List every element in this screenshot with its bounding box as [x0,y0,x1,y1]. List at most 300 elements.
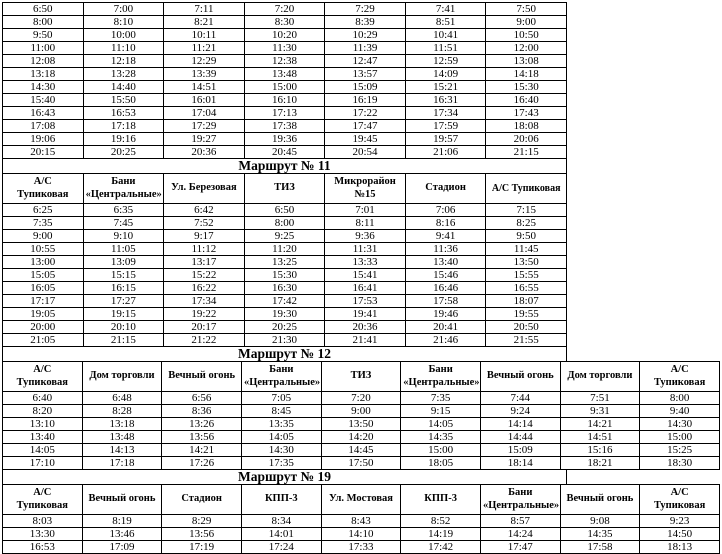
stop-header-cell: Бани «Центральные» [480,485,560,515]
time-cell: 9:08 [560,515,640,528]
time-cell: 17:42 [401,541,481,554]
time-cell: 19:16 [83,133,164,146]
timetable-row [3,444,720,457]
timetable-row [3,282,567,295]
time-cell: 21:15 [83,334,164,347]
time-cell: 13:28 [83,68,164,81]
time-cell: 15:16 [560,444,640,457]
time-cell: 17:22 [325,107,406,120]
time-cell: 9:15 [401,405,481,418]
stop-header-cell: Ул. Мостовая [321,485,401,515]
time-cell: 8:39 [325,16,406,29]
timetable-row [3,146,567,159]
time-cell: 9:50 [3,29,84,42]
time-cell: 15:55 [486,269,567,282]
time-cell: 17:26 [162,457,242,470]
time-cell: 7:05 [241,392,321,405]
time-cell: 13:50 [486,256,567,269]
timetable-row [3,204,567,217]
time-cell: 9:25 [244,230,325,243]
time-cell: 13:10 [3,418,83,431]
time-cell: 11:39 [325,42,406,55]
stop-header-cell: Бани «Центральные» [83,174,164,204]
timetable-row [3,295,567,308]
time-cell: 20:10 [83,321,164,334]
time-cell: 14:50 [640,528,720,541]
route-19-header [3,485,720,515]
time-cell: 13:40 [405,256,486,269]
time-cell: 21:06 [405,146,486,159]
time-cell: 14:40 [83,81,164,94]
timetable-row [3,528,720,541]
stops-header-row [3,485,720,515]
time-cell: 10:55 [3,243,84,256]
timetable-row [3,334,567,347]
stop-header-cell: КПП-3 [241,485,321,515]
time-cell: 10:50 [486,29,567,42]
time-cell: 14:35 [401,431,481,444]
time-cell: 17:09 [82,541,162,554]
route-11-body [3,204,567,347]
time-cell: 15:25 [640,444,720,457]
time-cell: 18:05 [401,457,481,470]
time-cell: 17:33 [321,541,401,554]
time-cell: 16:46 [405,282,486,295]
time-cell: 17:35 [241,457,321,470]
time-cell: 7:00 [83,3,164,16]
time-cell: 19:05 [3,308,84,321]
time-cell: 18:13 [640,541,720,554]
route-12-title: Маршрут № 12 [2,346,567,362]
time-cell: 17:42 [244,295,325,308]
time-cell: 7:15 [486,204,567,217]
stop-header-cell: Бани «Центральные» [241,362,321,392]
time-cell: 7:50 [486,3,567,16]
timetable-row [3,431,720,444]
time-cell: 13:26 [162,418,242,431]
time-cell: 9:41 [405,230,486,243]
time-cell: 13:56 [162,528,242,541]
time-cell: 13:08 [486,55,567,68]
time-cell: 9:00 [486,16,567,29]
timetable-row [3,16,567,29]
time-cell: 16:30 [244,282,325,295]
time-cell: 17:19 [162,541,242,554]
time-cell: 17:18 [82,457,162,470]
stop-header-cell: ТИЗ [321,362,401,392]
time-cell: 6:56 [162,392,242,405]
time-cell: 19:06 [3,133,84,146]
time-cell: 14:51 [164,81,245,94]
time-cell: 12:29 [164,55,245,68]
route-12-table [2,361,720,470]
time-cell: 17:34 [164,295,245,308]
time-cell: 11:51 [405,42,486,55]
time-cell: 7:01 [325,204,406,217]
time-cell: 7:45 [83,217,164,230]
stop-header-cell: КПП-3 [401,485,481,515]
timetable-row [3,133,567,146]
time-cell: 8:57 [480,515,560,528]
time-cell: 16:31 [405,94,486,107]
time-cell: 19:22 [164,308,245,321]
time-cell: 8:00 [3,16,84,29]
time-cell: 14:21 [162,444,242,457]
time-cell: 7:44 [480,392,560,405]
time-cell: 14:05 [401,418,481,431]
time-cell: 19:55 [486,308,567,321]
stop-header-cell: Вечный огонь [560,485,640,515]
time-cell: 15:05 [3,269,84,282]
time-cell: 14:30 [3,81,84,94]
time-cell: 20:15 [3,146,84,159]
time-cell: 19:45 [325,133,406,146]
time-cell: 17:58 [405,295,486,308]
timetable-row [3,308,567,321]
time-cell: 16:19 [325,94,406,107]
time-cell: 8:03 [3,515,83,528]
time-cell: 8:51 [405,16,486,29]
time-cell: 15:41 [325,269,406,282]
timetable-row [3,269,567,282]
time-cell: 19:57 [405,133,486,146]
time-cell: 19:15 [83,308,164,321]
time-cell: 10:11 [164,29,245,42]
route-11-table [2,173,567,347]
timetable-row [3,94,567,107]
time-cell: 15:09 [325,81,406,94]
time-cell: 15:30 [244,269,325,282]
time-cell: 16:05 [3,282,84,295]
time-cell: 21:05 [3,334,84,347]
time-cell: 21:55 [486,334,567,347]
time-cell: 14:09 [405,68,486,81]
time-cell: 11:05 [83,243,164,256]
time-cell: 12:38 [244,55,325,68]
time-cell: 7:41 [405,3,486,16]
time-cell: 20:06 [486,133,567,146]
time-cell: 8:00 [244,217,325,230]
time-cell: 8:16 [405,217,486,230]
timetable-row [3,515,720,528]
timetable-row [3,3,567,16]
time-cell: 15:30 [486,81,567,94]
time-cell: 20:45 [244,146,325,159]
time-cell: 9:10 [83,230,164,243]
time-cell: 20:36 [164,146,245,159]
stop-header-cell: Стадион [162,485,242,515]
timetable-row [3,230,567,243]
time-cell: 8:30 [244,16,325,29]
stop-header-cell: Дом торговли [82,362,162,392]
timetable-row [3,217,567,230]
time-cell: 21:15 [486,146,567,159]
time-cell: 13:18 [3,68,84,81]
time-cell: 7:11 [164,3,245,16]
time-cell: 8:25 [486,217,567,230]
time-cell: 13:00 [3,256,84,269]
time-cell: 21:46 [405,334,486,347]
time-cell: 6:50 [244,204,325,217]
timetable-row [3,457,720,470]
time-cell: 9:31 [560,405,640,418]
time-cell: 8:43 [321,515,401,528]
time-cell: 17:43 [486,107,567,120]
time-cell: 15:09 [480,444,560,457]
timetable-row [3,81,567,94]
time-cell: 12:08 [3,55,84,68]
time-cell: 8:29 [162,515,242,528]
time-cell: 13:50 [321,418,401,431]
time-cell: 14:14 [480,418,560,431]
time-cell: 13:46 [82,528,162,541]
time-cell: 12:47 [325,55,406,68]
time-cell: 7:35 [3,217,84,230]
time-cell: 7:20 [321,392,401,405]
time-cell: 17:27 [83,295,164,308]
timetable-row [3,42,567,55]
timetable-row [3,541,720,554]
time-cell: 17:08 [3,120,84,133]
time-cell: 14:44 [480,431,560,444]
timetable-row [3,392,720,405]
time-cell: 13:48 [82,431,162,444]
time-cell: 9:17 [164,230,245,243]
time-cell: 20:54 [325,146,406,159]
stops-header-row [3,362,720,392]
time-cell: 16:53 [3,541,83,554]
time-cell: 17:17 [3,295,84,308]
time-cell: 16:41 [325,282,406,295]
time-cell: 18:30 [640,457,720,470]
time-cell: 14:30 [241,444,321,457]
time-cell: 14:35 [560,528,640,541]
time-cell: 18:21 [560,457,640,470]
time-cell: 15:40 [3,94,84,107]
time-cell: 16:22 [164,282,245,295]
time-cell: 10:20 [244,29,325,42]
time-cell: 13:30 [3,528,83,541]
time-cell: 17:04 [164,107,245,120]
stop-header-cell: А/С Тупиковая [3,362,83,392]
time-cell: 18:07 [486,295,567,308]
stop-header-cell: Микрорайон №15 [325,174,406,204]
time-cell: 13:09 [83,256,164,269]
time-cell: 8:28 [82,405,162,418]
time-cell: 17:47 [480,541,560,554]
time-cell: 7:51 [560,392,640,405]
timetable-row [3,120,567,133]
time-cell: 15:00 [640,431,720,444]
time-cell: 15:00 [244,81,325,94]
time-cell: 13:17 [164,256,245,269]
time-cell: 16:43 [3,107,84,120]
time-cell: 13:56 [162,431,242,444]
time-cell: 17:13 [244,107,325,120]
time-cell: 11:30 [244,42,325,55]
timetable-row [3,418,720,431]
time-cell: 12:18 [83,55,164,68]
time-cell: 16:15 [83,282,164,295]
timetable-row [3,405,720,418]
time-cell: 18:14 [480,457,560,470]
time-cell: 15:50 [83,94,164,107]
time-cell: 17:50 [321,457,401,470]
time-cell: 17:47 [325,120,406,133]
time-cell: 8:19 [82,515,162,528]
stop-header-cell: А/С Тупиковая [640,485,720,515]
time-cell: 19:30 [244,308,325,321]
time-cell: 16:53 [83,107,164,120]
time-cell: 11:36 [405,243,486,256]
time-cell: 19:36 [244,133,325,146]
time-cell: 17:10 [3,457,83,470]
time-cell: 6:40 [3,392,83,405]
time-cell: 21:41 [325,334,406,347]
time-cell: 14:51 [560,431,640,444]
time-cell: 13:25 [244,256,325,269]
stop-header-cell: А/С Тупиковая [486,174,567,204]
time-cell: 14:45 [321,444,401,457]
time-cell: 13:33 [325,256,406,269]
time-cell: 8:00 [640,392,720,405]
time-cell: 8:34 [241,515,321,528]
stop-header-cell: Бани «Центральные» [401,362,481,392]
stop-header-cell: ТИЗ [244,174,325,204]
time-cell: 8:11 [325,217,406,230]
route-12-header [3,362,720,392]
time-cell: 6:42 [164,204,245,217]
time-cell: 14:05 [3,444,83,457]
time-cell: 10:00 [83,29,164,42]
route-19-table [2,484,720,554]
time-cell: 17:53 [325,295,406,308]
time-cell: 17:38 [244,120,325,133]
time-cell: 7:29 [325,3,406,16]
stop-header-cell: А/С Тупиковая [3,174,84,204]
time-cell: 11:10 [83,42,164,55]
time-cell: 13:39 [164,68,245,81]
time-cell: 6:35 [83,204,164,217]
stop-header-cell: Ул. Березовая [164,174,245,204]
time-cell: 20:25 [244,321,325,334]
timetable-row [3,68,567,81]
route-19-title: Маршрут № 19 [2,469,567,485]
time-cell: 16:40 [486,94,567,107]
time-cell: 20:41 [405,321,486,334]
time-cell: 8:21 [164,16,245,29]
time-cell: 17:29 [164,120,245,133]
time-cell: 13:35 [241,418,321,431]
time-cell: 7:20 [244,3,325,16]
time-cell: 7:06 [405,204,486,217]
time-cell: 13:48 [244,68,325,81]
time-cell: 11:31 [325,243,406,256]
time-cell: 10:41 [405,29,486,42]
time-cell: 17:59 [405,120,486,133]
time-cell: 16:10 [244,94,325,107]
time-cell: 11:21 [164,42,245,55]
time-cell: 15:00 [401,444,481,457]
time-cell: 9:00 [3,230,84,243]
time-cell: 21:22 [164,334,245,347]
time-cell: 8:10 [83,16,164,29]
departure-times-body [3,3,567,159]
time-cell: 9:40 [640,405,720,418]
time-cell: 13:18 [82,418,162,431]
stop-header-cell: Стадион [405,174,486,204]
timetable-row [3,29,567,42]
time-cell: 17:58 [560,541,640,554]
time-cell: 11:00 [3,42,84,55]
time-cell: 16:55 [486,282,567,295]
timetable-row [3,55,567,68]
route-11-header [3,174,567,204]
time-cell: 15:21 [405,81,486,94]
departure-times-table [2,2,567,159]
time-cell: 16:01 [164,94,245,107]
time-cell: 8:52 [401,515,481,528]
time-cell: 8:36 [162,405,242,418]
time-cell: 19:27 [164,133,245,146]
route-11-title: Маршрут № 11 [2,158,567,174]
time-cell: 13:57 [325,68,406,81]
timetable-row [3,256,567,269]
time-cell: 14:18 [486,68,567,81]
time-cell: 17:18 [83,120,164,133]
time-cell: 17:24 [241,541,321,554]
time-cell: 11:12 [164,243,245,256]
time-cell: 9:00 [321,405,401,418]
time-cell: 14:01 [241,528,321,541]
time-cell: 19:41 [325,308,406,321]
stop-header-cell: А/С Тупиковая [3,485,83,515]
time-cell: 7:52 [164,217,245,230]
time-cell: 20:17 [164,321,245,334]
time-cell: 14:05 [241,431,321,444]
time-cell: 20:25 [83,146,164,159]
time-cell: 11:20 [244,243,325,256]
time-cell: 14:10 [321,528,401,541]
time-cell: 14:24 [480,528,560,541]
timetable-row [3,107,567,120]
time-cell: 15:22 [164,269,245,282]
stops-header-row [3,174,567,204]
time-cell: 20:50 [486,321,567,334]
time-cell: 18:08 [486,120,567,133]
time-cell: 14:20 [321,431,401,444]
time-cell: 9:36 [325,230,406,243]
timetable-row [3,321,567,334]
time-cell: 15:15 [83,269,164,282]
time-cell: 13:40 [3,431,83,444]
stop-header-cell: А/С Тупиковая [640,362,720,392]
time-cell: 17:34 [405,107,486,120]
time-cell: 14:30 [640,418,720,431]
time-cell: 6:48 [82,392,162,405]
time-cell: 10:29 [325,29,406,42]
time-cell: 7:35 [401,392,481,405]
time-cell: 14:13 [82,444,162,457]
time-cell: 12:00 [486,42,567,55]
stop-header-cell: Вечный огонь [162,362,242,392]
time-cell: 11:45 [486,243,567,256]
stop-header-cell: Вечный огонь [82,485,162,515]
time-cell: 19:46 [405,308,486,321]
time-cell: 20:36 [325,321,406,334]
stop-header-cell: Дом торговли [560,362,640,392]
time-cell: 15:46 [405,269,486,282]
